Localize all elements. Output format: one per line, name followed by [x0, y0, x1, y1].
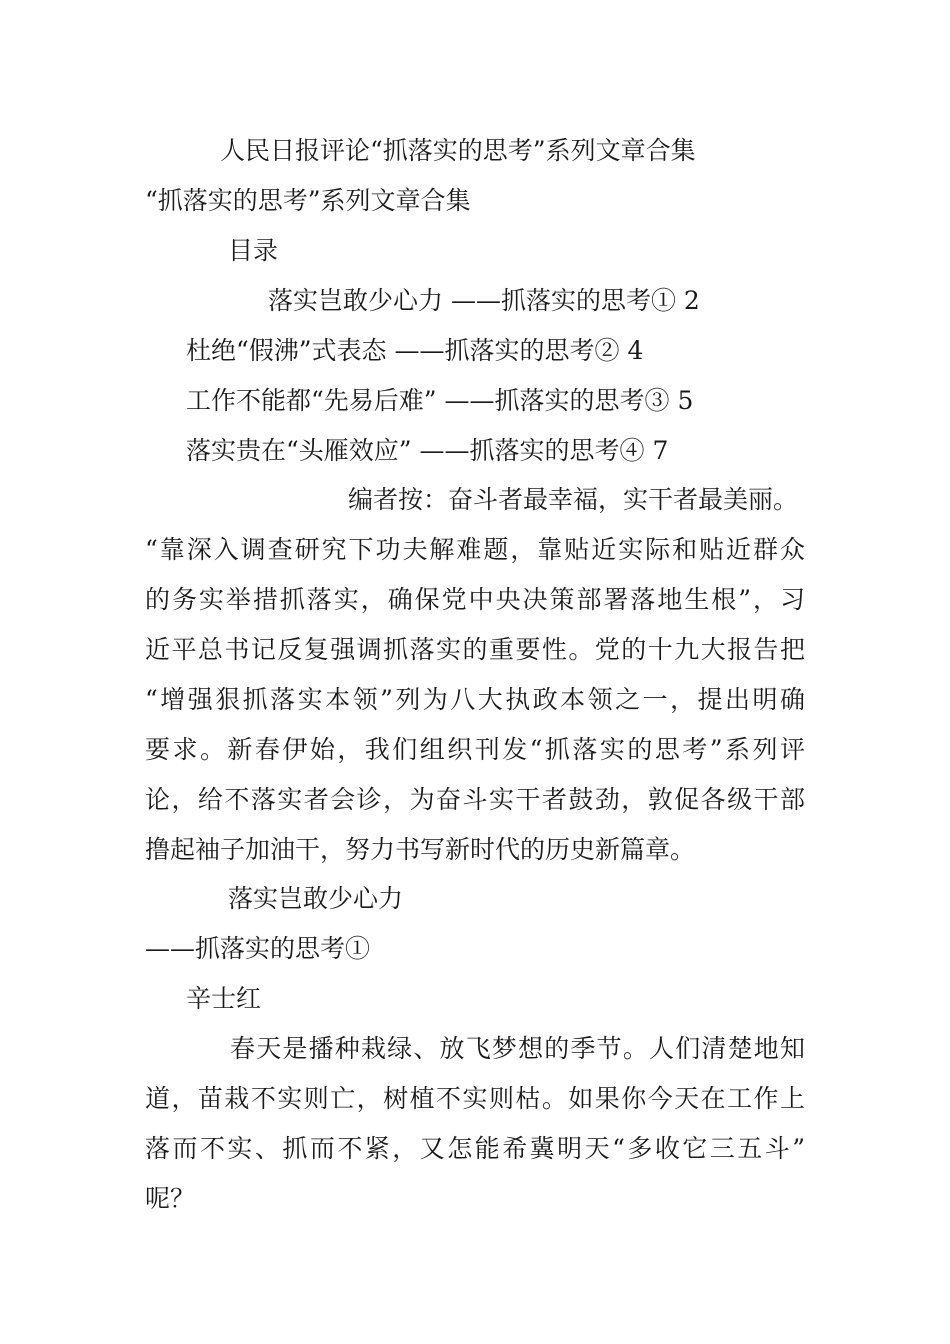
body-line: 道，苗栽不实则亡，树植不实则枯。如果你今天在工作上 — [145, 1084, 805, 1113]
toc-entry-4[interactable]: 落实贵在“头雁效应” ——抓落实的思考④ 7 — [186, 436, 669, 465]
editor-note-line: 撸起袖子加油干，努力书写新时代的历史新篇章。 — [145, 835, 696, 864]
editor-note-line: 编者按：奋斗者最幸福，实干者最美丽。 — [348, 485, 799, 514]
article-title: 落实岂敢少心力 — [228, 884, 404, 913]
main-title: 人民日报评论“抓落实的思考”系列文章合集 — [220, 136, 696, 165]
sub-title: “抓落实的思考”系列文章合集 — [145, 186, 471, 215]
toc-entry-1[interactable]: 落实岂敢少心力 ——抓落实的思考① 2 — [268, 286, 700, 315]
editor-note-line: 要求。新春伊始，我们组织刊发“抓落实的思考”系列评 — [145, 735, 805, 764]
editor-note-line: “增强狠抓落实本领”列为八大执政本领之一，提出明确 — [145, 685, 805, 714]
editor-note-line: 论，给不落实者会诊，为奋斗实干者鼓劲，敦促各级干部 — [145, 785, 805, 814]
editor-note-line: 的务实举措抓落实，确保党中央决策部署落地生根”，习 — [145, 585, 805, 614]
toc-entry-2[interactable]: 杜绝“假沸”式表态 ——抓落实的思考② 4 — [186, 336, 644, 365]
editor-note-line: 近平总书记反复强调抓落实的重要性。党的十九大报告把 — [145, 635, 805, 664]
article-author: 辛士红 — [186, 984, 262, 1013]
toc-entry-3[interactable]: 工作不能都“先易后难” ——抓落实的思考③ 5 — [186, 386, 694, 415]
article-series: ——抓落实的思考① — [145, 934, 371, 963]
body-line: 春天是播种栽绿、放飞梦想的季节。人们清楚地知 — [230, 1034, 805, 1063]
toc-heading: 目录 — [228, 236, 279, 265]
body-line: 落而不实、抓而不紧，又怎能希冀明天“多收它三五斗” — [145, 1134, 805, 1163]
body-line: 呢？ — [145, 1184, 196, 1213]
editor-note-line: “靠深入调查研究下功夫解难题，靠贴近实际和贴近群众 — [145, 535, 805, 564]
